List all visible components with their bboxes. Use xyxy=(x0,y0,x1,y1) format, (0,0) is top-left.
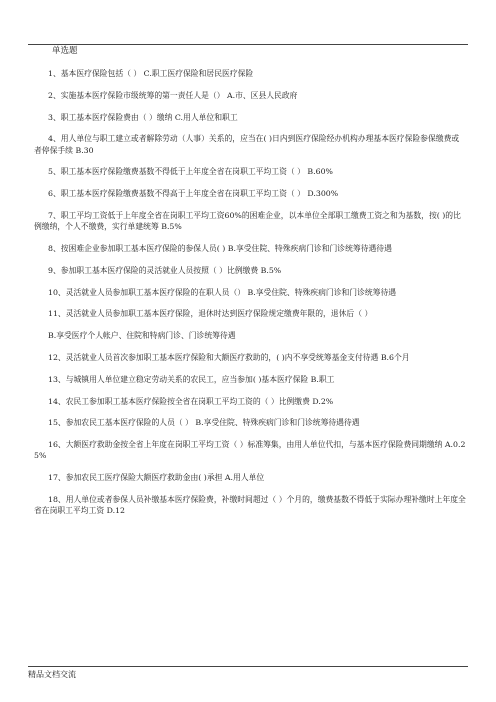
question-list xyxy=(34,68,466,527)
question-item: 3、职工基本医疗保险费由（ ）缴纳 C.用人单位和职工 xyxy=(48,112,238,122)
question-item: 16、大额医疗救助金按全省上年度在岗职工平均工资（ ）标准筹集，由用人单位代扣，与基本医疗保险费同期缴纳 A.0.25% xyxy=(34,440,466,461)
question-item: 18、用人单位或者参保人员补缴基本医疗保险费，补缴时间超过（ ）个月的，缴费基数不得低于实际办理补缴时上年度全省在岗职工平均工资 D.12 xyxy=(34,494,466,516)
question-item: 2、实施基本医疗保险市级统筹的第一责任人是（） A.市、区县人民政府 xyxy=(48,90,298,100)
question-item: 7、职工平均工资低于上年度全省在岗职工平均工资60%的困难企业，以本单位全部职工缴费工资之和为基数，按( )的比例缴纳，个人不缴费，实行单建统筹 B.5% xyxy=(34,210,461,232)
section-heading: 单选题 xyxy=(52,46,78,56)
footer-divider xyxy=(28,666,468,667)
header-divider xyxy=(28,44,468,45)
question-item: 14、农民工参加职工基本医疗保险按全省在岗职工平均工资的（ ）比例缴费 D.2% xyxy=(48,396,334,406)
question-item: 5、职工基本医疗保险缴费基数不得低于上年度全省在岗职工平均工资（ ） B.60% xyxy=(48,167,333,177)
question-item: 9、参加职工基本医疗保险的灵活就业人员按照（ ）比例缴费 B.5% xyxy=(48,265,282,275)
question-item: 15、参加农民工基本医疗保险的人员（ ） B.享受住院、特殊疾病门诊和门诊统筹待遇待遇 xyxy=(48,418,360,428)
question-item: 1、基本医疗保险包括（ ） C.职工医疗保险和居民医疗保险 xyxy=(48,69,254,78)
footer-text: 精品文档交流 xyxy=(28,670,76,679)
question-item: 4、用人单位与职工建立或者解除劳动（人事）关系的，应当在( )日内到医疗保险经办机构办理基本医疗保险参保缴费或者停保手续 B.30 xyxy=(34,134,460,155)
question-item: 13、与城镇用人单位建立稳定劳动关系的农民工，应当参加( )基本医疗保险 B.职工 xyxy=(48,374,335,384)
question-item: 12、灵活就业人员首次参加职工基本医疗保险和大额医疗救助的，( )内不享受统筹基金支付待遇 B.6个月 xyxy=(48,352,410,362)
question-item: 6、职工基本医疗保险缴费基数不得高于上年度全省在岗职工平均工资（ ） D.300% xyxy=(48,189,339,199)
question-answer-line: B.享受医疗个人帐户、住院和特病门诊、门诊统筹待遇 xyxy=(48,331,236,341)
question-item: 17、参加农民工医疗保险大额医疗救助金由( )承担 A.用人单位 xyxy=(48,473,265,483)
question-item: 10、灵活就业人员参加职工基本医疗保险的在职人员（） B.享受住院、特殊疾病门诊和门诊统筹待遇 xyxy=(48,287,397,297)
question-item: 11、灵活就业人员参加职工基本医疗保险，退休时达到医疗保险规定缴费年限的，退休后（ ） xyxy=(48,309,373,319)
question-item: 8、按困难企业参加职工基本医疗保险的参保人员( ) B.享受住院、特殊疾病门诊和门诊统筹待遇待遇 xyxy=(48,243,392,253)
